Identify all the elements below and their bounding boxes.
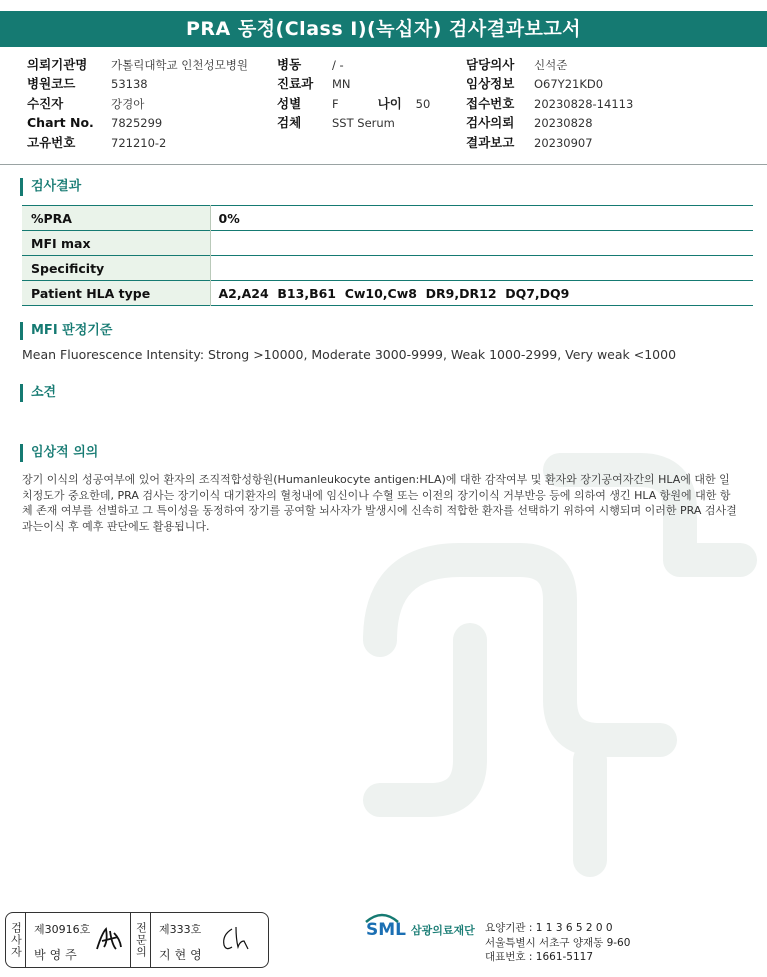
info-row	[27, 94, 248, 114]
info-row	[277, 114, 430, 134]
info-label: 병동	[277, 56, 302, 72]
info-value: F	[332, 96, 339, 111]
info-row	[277, 75, 430, 95]
logo-sml-text: SML	[366, 920, 406, 940]
info-row	[466, 94, 633, 114]
info-label: 검체	[277, 115, 302, 131]
info-value: 7825299	[111, 116, 163, 131]
logo-org-name: 삼광의료재단	[411, 924, 475, 937]
age-value: 50	[415, 96, 431, 111]
results-table	[22, 205, 753, 306]
org-address	[485, 921, 630, 965]
sml-logo	[364, 920, 475, 940]
inspector-name: 박영주	[34, 948, 81, 962]
address-line: 서울특별시 서초구 양재동 9-60	[485, 936, 631, 949]
signature-box	[5, 912, 269, 968]
info-value: 53138	[111, 77, 148, 92]
report-title: PRA 동정(Class I)(녹십자) 검사결과보고서	[0, 11, 767, 47]
info-value: SST Serum	[332, 116, 395, 131]
result-value: 0%	[218, 210, 240, 226]
info-column-3	[466, 55, 633, 153]
clinical-significance-text: 장기 이식의 성공여부에 있어 환자의 조직적합성항원(Humanleukocyte antigen:HLA)에 대한 감작여부 및 환자와 장기공여자간의 HLA에 대한 일치정도가 중요한데, PRA 검사는 장기이식 대기환자의 혈청내에 임신이나 수혈 또는 이전의 장기이식 거부반응 등에 의하여 생긴 HLA 항원에 대한 항체 존재 여부를 선별하고 그 특이성을 동정하여 장기를 공여할 뇌사자가 발생시에 신속히 적합한 환자를 선택하기 위하여 시행되며 이러한 PRA 검사결과는이식 후 예후 판단에도 활용됩니다.	[22, 473, 737, 533]
info-label: 수진자	[27, 95, 64, 111]
info-value: MN	[332, 77, 351, 92]
result-value	[210, 231, 753, 256]
info-row	[466, 114, 633, 134]
result-value: A2,A24 B13,B61 Cw10,Cw8 DR9,DR12 DQ7,DQ9	[218, 285, 570, 301]
info-value: 721210-2	[111, 135, 167, 150]
section-opinion-title: 소견	[20, 384, 56, 402]
info-label: 성별	[277, 95, 302, 111]
section-results-title: 검사결과	[20, 178, 81, 196]
inspector-license: 제30916호	[34, 923, 91, 936]
mfi-criteria-text: Mean Fluorescence Intensity: Strong >10000, Moderate 3000-9999, Weak 1000-2999, Very weak <1000	[22, 347, 677, 362]
info-label: 결과보고	[466, 134, 515, 150]
address-line: 요양기관 : 1 1 3 6 5 2 0 0	[485, 922, 613, 934]
address-line: 대표번호 : 1661-5117	[485, 951, 594, 963]
doctor-vertical-label: 전문의	[131, 913, 151, 967]
inspector-vertical-label: 검사자	[6, 913, 26, 967]
table-row	[22, 281, 753, 306]
info-row	[27, 114, 248, 134]
inspector-block	[26, 913, 131, 967]
doctor-license: 제333호	[159, 923, 202, 936]
info-value: 강경아	[111, 96, 145, 111]
info-value: O67Y21KD0	[534, 77, 604, 92]
doctor-signature	[218, 925, 250, 953]
inspector-signature	[94, 925, 124, 953]
info-value: 20230907	[534, 135, 593, 150]
result-label: %PRA	[22, 206, 210, 231]
logo-text-wrap	[364, 920, 406, 940]
info-row	[466, 133, 633, 153]
info-value: 20230828	[534, 116, 593, 131]
age-label: 나이	[377, 95, 402, 111]
info-label: Chart No.	[27, 115, 94, 131]
result-value	[210, 256, 753, 281]
info-value: 가톨릭대학교 인천성모병원	[111, 57, 248, 72]
table-row	[22, 206, 753, 231]
info-label: 담당의사	[466, 56, 515, 72]
info-row	[27, 133, 248, 153]
info-label: 접수번호	[466, 95, 515, 111]
info-row	[466, 75, 633, 95]
info-column-2	[277, 55, 430, 133]
table-row	[22, 231, 753, 256]
info-row	[277, 94, 430, 114]
section-clinical-title: 임상적 의의	[20, 444, 98, 462]
info-label: 진료과	[277, 76, 314, 92]
section-mfi-title: MFI 판정기준	[20, 322, 112, 340]
info-row	[466, 55, 633, 75]
info-label: 의뢰기관명	[27, 56, 88, 72]
info-label: 고유번호	[27, 134, 76, 150]
doctor-name: 지현영	[159, 948, 206, 962]
info-row	[27, 55, 248, 75]
result-label: MFI max	[22, 231, 210, 256]
header-divider	[0, 164, 767, 165]
logo-arc-icon	[364, 911, 400, 923]
info-row	[277, 55, 430, 75]
info-value: 20230828-14113	[534, 96, 634, 111]
table-row	[22, 256, 753, 281]
info-label: 임상정보	[466, 76, 515, 92]
info-column-1	[27, 55, 248, 153]
info-label: 병원코드	[27, 76, 76, 92]
info-value: 신석준	[534, 57, 568, 72]
result-label: Specificity	[22, 256, 210, 281]
info-value: / -	[332, 57, 344, 72]
doctor-block	[151, 913, 256, 967]
info-row	[27, 75, 248, 95]
result-label: Patient HLA type	[22, 281, 210, 306]
info-label: 검사의뢰	[466, 115, 515, 131]
